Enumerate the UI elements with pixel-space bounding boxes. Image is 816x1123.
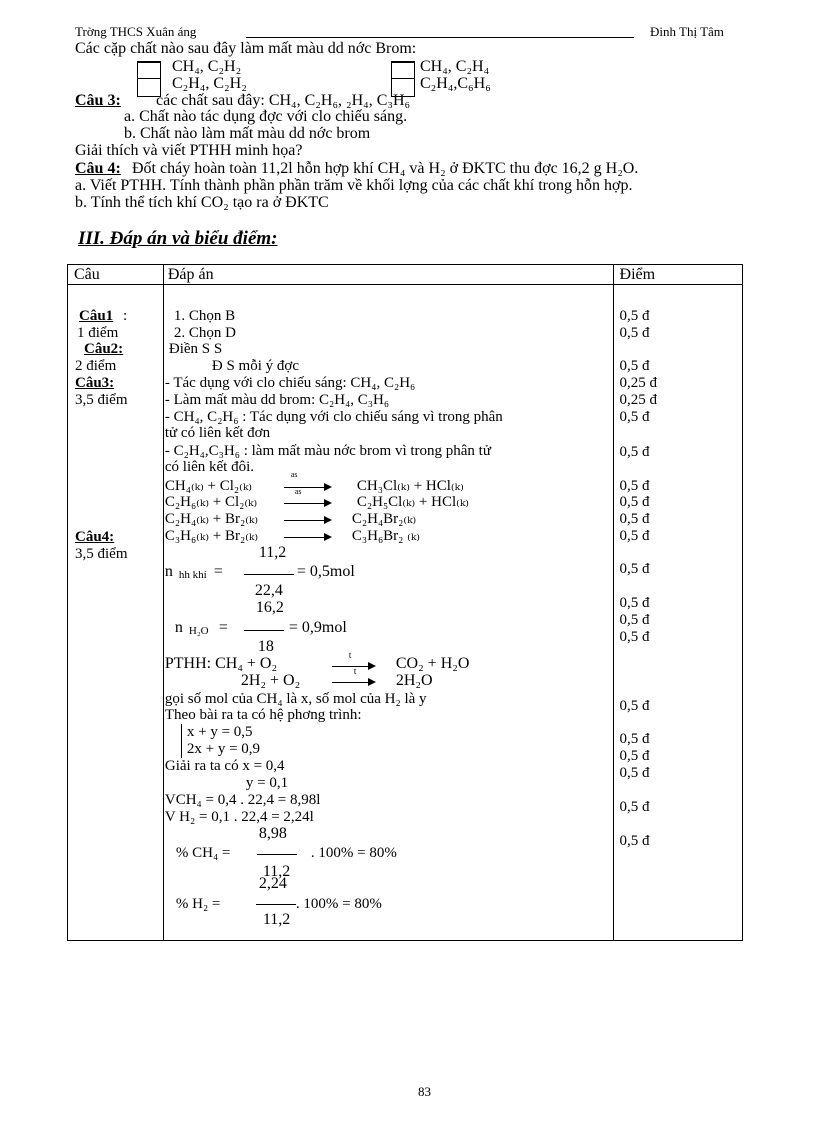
answer-line: y = 0,1 [245,775,289,791]
arrow-label: t [348,650,352,660]
answer-line: Giải ra ta có x = 0,4 [164,758,285,774]
percent-rhs: . 100% = 80% [310,845,397,861]
fraction-numerator: 2,24 [258,875,287,892]
page-number: 83 [418,1084,431,1099]
equation: 2x + y = 0,9 [186,741,261,757]
score: 0,5 đ [619,308,650,324]
score: 0,5 đ [619,478,650,494]
fraction-numerator: 16,2 [255,599,284,616]
score: 0,25 đ [619,375,658,391]
cau3-points: 3,5 điểm [75,392,128,408]
answer-line: - Làm mất màu dd brom: C₂H₄, C₃H₆ [164,392,390,408]
answer-line: gọi số mol của CH₄ là x, số mol của H₂ là y [164,691,427,707]
reaction-arrow [284,487,330,488]
reaction-arrow [284,520,330,521]
score: 0,5 đ [619,444,650,460]
equals-sign: = [218,619,228,636]
cau1-colon: : [123,308,128,324]
pthh-rhs: 2H₂O [395,672,433,689]
fraction-bar [256,904,296,905]
reaction-lhs: C₃H₆₍ₖ₎ + Br₂₍ₖ₎ [164,528,259,544]
reaction-rhs: C₃H₆Br₂ ₍ₖ₎ [351,528,420,544]
answer-line: tử có liên kết đơn [164,425,271,441]
score: 0,5 đ [619,595,650,611]
score: 0,5 đ [619,528,650,544]
score: 0,5 đ [619,629,650,645]
answer-line: Đ S mỗi ý đợc [211,358,299,374]
cau1-points: 1 điểm [77,325,119,341]
col-dap-an [163,285,613,941]
score: 0,5 đ [619,748,650,764]
fraction-denominator: 11,2 [262,863,291,880]
fraction-bar [257,854,297,855]
answer-line: - C₂H₄,C₃H₆ : làm mất màu nớc brom vì trong phân tử [164,443,491,459]
reaction-lhs: C₂H₄₍ₖ₎ + Br₂₍ₖ₎ [164,511,259,527]
fraction-denominator: 11,2 [262,911,291,928]
col-cau [68,285,164,941]
question-4-b: b. Tính thể tích khí CO₂ tạo ra ở ĐKTC [75,194,329,211]
pthh-rhs: CO₂ + H₂O [395,655,470,672]
score: 0,25 đ [619,392,658,408]
result: = 0,9mol [288,619,347,636]
answer-table [67,264,743,941]
answer-line: Điền S S [168,341,223,357]
option-d: C₂H₄,C₆H₆ [420,75,491,92]
mole-symbol: n [174,619,183,636]
arrow-label: t [353,666,357,676]
answer-line: - Tác dụng với clo chiếu sáng: CH₄, C₂H₆ [164,375,416,391]
reaction-arrow [284,537,330,538]
fraction-bar [244,630,284,631]
question-4-a: a. Viết PTHH. Tính thành phần phần trăm về khối lợng của các chất khí trong hỗn hợp. [75,177,633,194]
answer-line: - CH₄, C₂H₆ : Tác dụng với clo chiếu sáng vì trong phân [164,409,503,425]
score: 0,5 đ [619,765,650,781]
answer-line: Theo bài ra ta có hệ phơng trình: [164,707,362,723]
reaction-rhs: C₂H₅Cl₍ₖ₎ + HCl₍ₖ₎ [356,494,469,510]
reaction-lhs: CH₄₍ₖ₎ + Cl₂₍ₖ₎ [164,478,252,494]
score: 0,5 đ [619,511,650,527]
reaction-arrow [332,682,374,683]
score: 0,5 đ [619,561,650,577]
score: 0,5 đ [619,731,650,747]
pthh-lhs: PTHH: CH₄ + O₂ [164,655,278,672]
reaction-lhs: C₂H₆₍ₖ₎ + Cl₂₍ₖ₎ [164,494,258,510]
option-b: CH₄, C₂H₄ [420,58,490,75]
question-3-a: a. Chất nào tác dụng đợc với clo chiếu sáng. [124,108,408,125]
fraction-denominator: 22,4 [254,582,283,599]
percent-rhs: . 100% = 80% [295,896,382,912]
arrow-label: as [290,470,298,479]
equals-sign: = [213,563,223,580]
fraction-bar [244,574,294,575]
fraction-numerator: 11,2 [258,544,287,561]
cau4-points: 3,5 điểm [75,546,128,562]
cau3-label: Câu3: [75,375,115,391]
mole-symbol: n [164,563,173,580]
cau2-label: Câu2: [84,341,124,357]
section-title: III. Đáp án và biểu điểm: [78,228,278,249]
score: 0,5 đ [619,494,650,510]
mole-subscript: hh khí [178,569,207,581]
arrow-label: as [294,487,302,496]
header-dap-an: Đáp án [163,265,613,285]
score: 0,5 đ [619,325,650,341]
table-header-row [68,265,743,285]
percent-lhs: % H₂ = [175,896,221,912]
option-a: CH₄, C₂H₂ [172,58,242,75]
reaction-arrow [332,666,374,667]
percent-lhs: % CH₄ = [175,845,231,861]
question-intro: Các cặp chất nào sau đây làm mất màu dd nớc Brom: [75,40,417,57]
cau2-points: 2 điểm [75,358,117,374]
score: 0,5 đ [619,833,650,849]
answer-line: 2. Chọn D [173,325,236,341]
option-c: C₂H₄, C₂H₂ [172,75,247,92]
question-3-text: các chất sau đây: CH₄, C₂H₆, ₂H₄, C₃H₆ [156,92,411,109]
score: 0,5 đ [619,409,650,425]
question-3-explain: Giải thích và viết PTHH minh họa? [75,142,303,159]
result: = 0,5mol [296,563,355,580]
fraction-numerator: 8,98 [258,825,287,842]
col-diem [613,285,742,941]
score: 0,5 đ [619,358,650,374]
header-rule [246,37,634,38]
answer-line: V H₂ = 0,1 . 22,4 = 2,24l [164,809,314,825]
score: 0,5 đ [619,799,650,815]
fraction-denominator: 18 [257,638,274,655]
answer-line: có liên kết đôi. [164,459,255,475]
system-brace [181,724,182,758]
question-3-b: b. Chất nào làm mất màu dd nớc brom [124,125,371,142]
header-school: Trờng THCS Xuân áng [75,24,197,39]
mole-subscript: H₂O [188,625,209,637]
header-author: Đinh Thị Tâm [650,24,724,39]
header-cau: Câu [68,265,164,285]
question-3-label: Câu 3: [75,92,121,109]
question-4-text: Đốt cháy hoàn toàn 11,2l hỗn hợp khí CH₄ và H₂ ở ĐKTC thu đợc 16,2 g H₂O. [132,160,639,177]
cau4-label: Câu4: [75,529,115,545]
reaction-rhs: C₂H₄Br₂₍ₖ₎ [351,511,417,527]
pthh-lhs: 2H₂ + O₂ [240,672,301,689]
answer-line: VCH₄ = 0,4 . 22,4 = 8,98l [164,792,321,808]
question-4-label: Câu 4: [75,160,121,177]
reaction-rhs: CH₃Cl₍ₖ₎ + HCl₍ₖ₎ [356,478,464,494]
cau1-label: Câu1 [79,308,114,324]
equation: x + y = 0,5 [186,724,253,740]
score: 0,5 đ [619,612,650,628]
header-diem: Điểm [613,265,742,285]
reaction-arrow [284,503,330,504]
score: 0,5 đ [619,698,650,714]
table-body-row [68,285,743,941]
answer-line: 1. Chọn B [173,308,236,324]
